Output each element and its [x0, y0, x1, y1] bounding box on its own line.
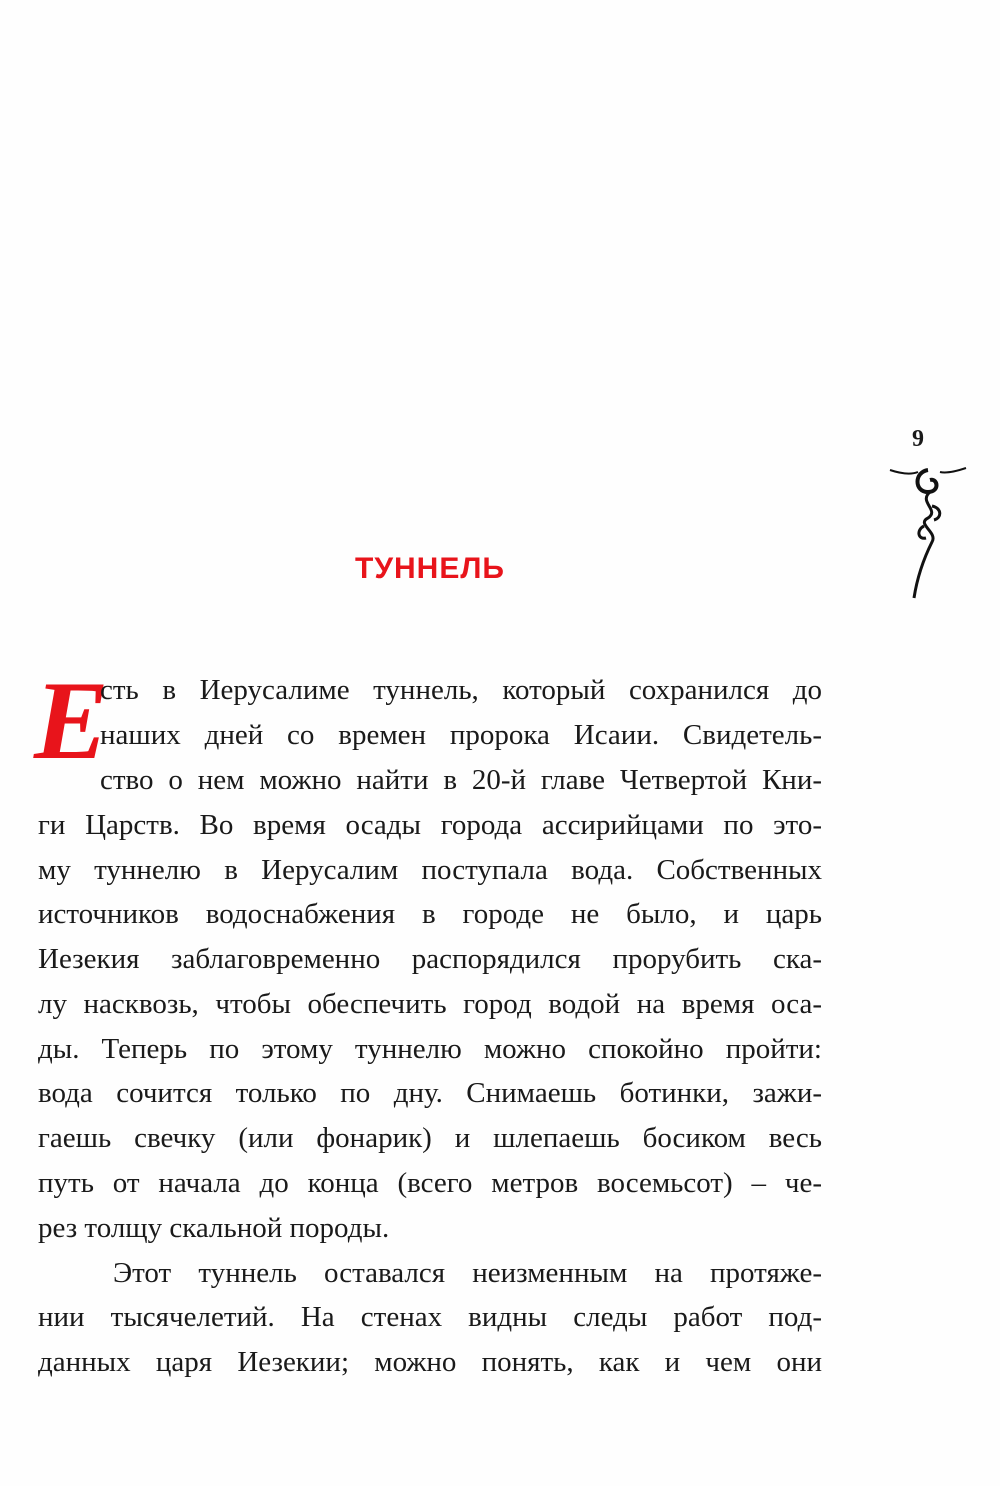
text-line: ги Царств. Во время осады города ассирийцами по это-: [38, 809, 822, 841]
drop-cap: Е: [34, 659, 109, 783]
text-line: наших дней со времен пророка Исаии. Свидетель-: [100, 719, 822, 751]
page-number: 9: [912, 426, 924, 452]
text-line: ды. Теперь по этому туннелю можно спокойно пройти:: [38, 1033, 822, 1065]
text-line: источников водоснабжения в городе не было, и царь: [38, 898, 822, 930]
chapter-title: ТУННЕЛЬ: [355, 552, 505, 585]
text-line: Иезекия заблаговременно распорядился прорубить ска-: [38, 943, 822, 975]
text-line: путь от начала до конца (всего метров восемьсот) – че-: [38, 1167, 822, 1199]
text-line: рез толщу скальной породы.: [38, 1212, 390, 1244]
floral-ornament-icon: [888, 462, 968, 602]
text-line: му туннелю в Иерусалим поступала вода. Собственных: [38, 854, 822, 886]
text-line: Этот туннель оставался неизменным на протяже-: [113, 1257, 822, 1289]
text-line: ство о нем можно найти в 20-й главе Четвертой Кни-: [100, 764, 822, 796]
text-line: нии тысячелетий. На стенах видны следы работ под-: [38, 1301, 822, 1333]
text-line: сть в Иерусалиме туннель, который сохранился до: [100, 674, 822, 706]
text-line: вода сочится только по дну. Снимаешь ботинки, зажи-: [38, 1077, 822, 1109]
text-line: гаешь свечку (или фонарик) и шлепаешь босиком весь: [38, 1122, 822, 1154]
text-line: данных царя Иезекии; можно понять, как и чем они: [38, 1346, 822, 1378]
text-line: лу насквозь, чтобы обеспечить город водой на время оса-: [38, 988, 822, 1020]
